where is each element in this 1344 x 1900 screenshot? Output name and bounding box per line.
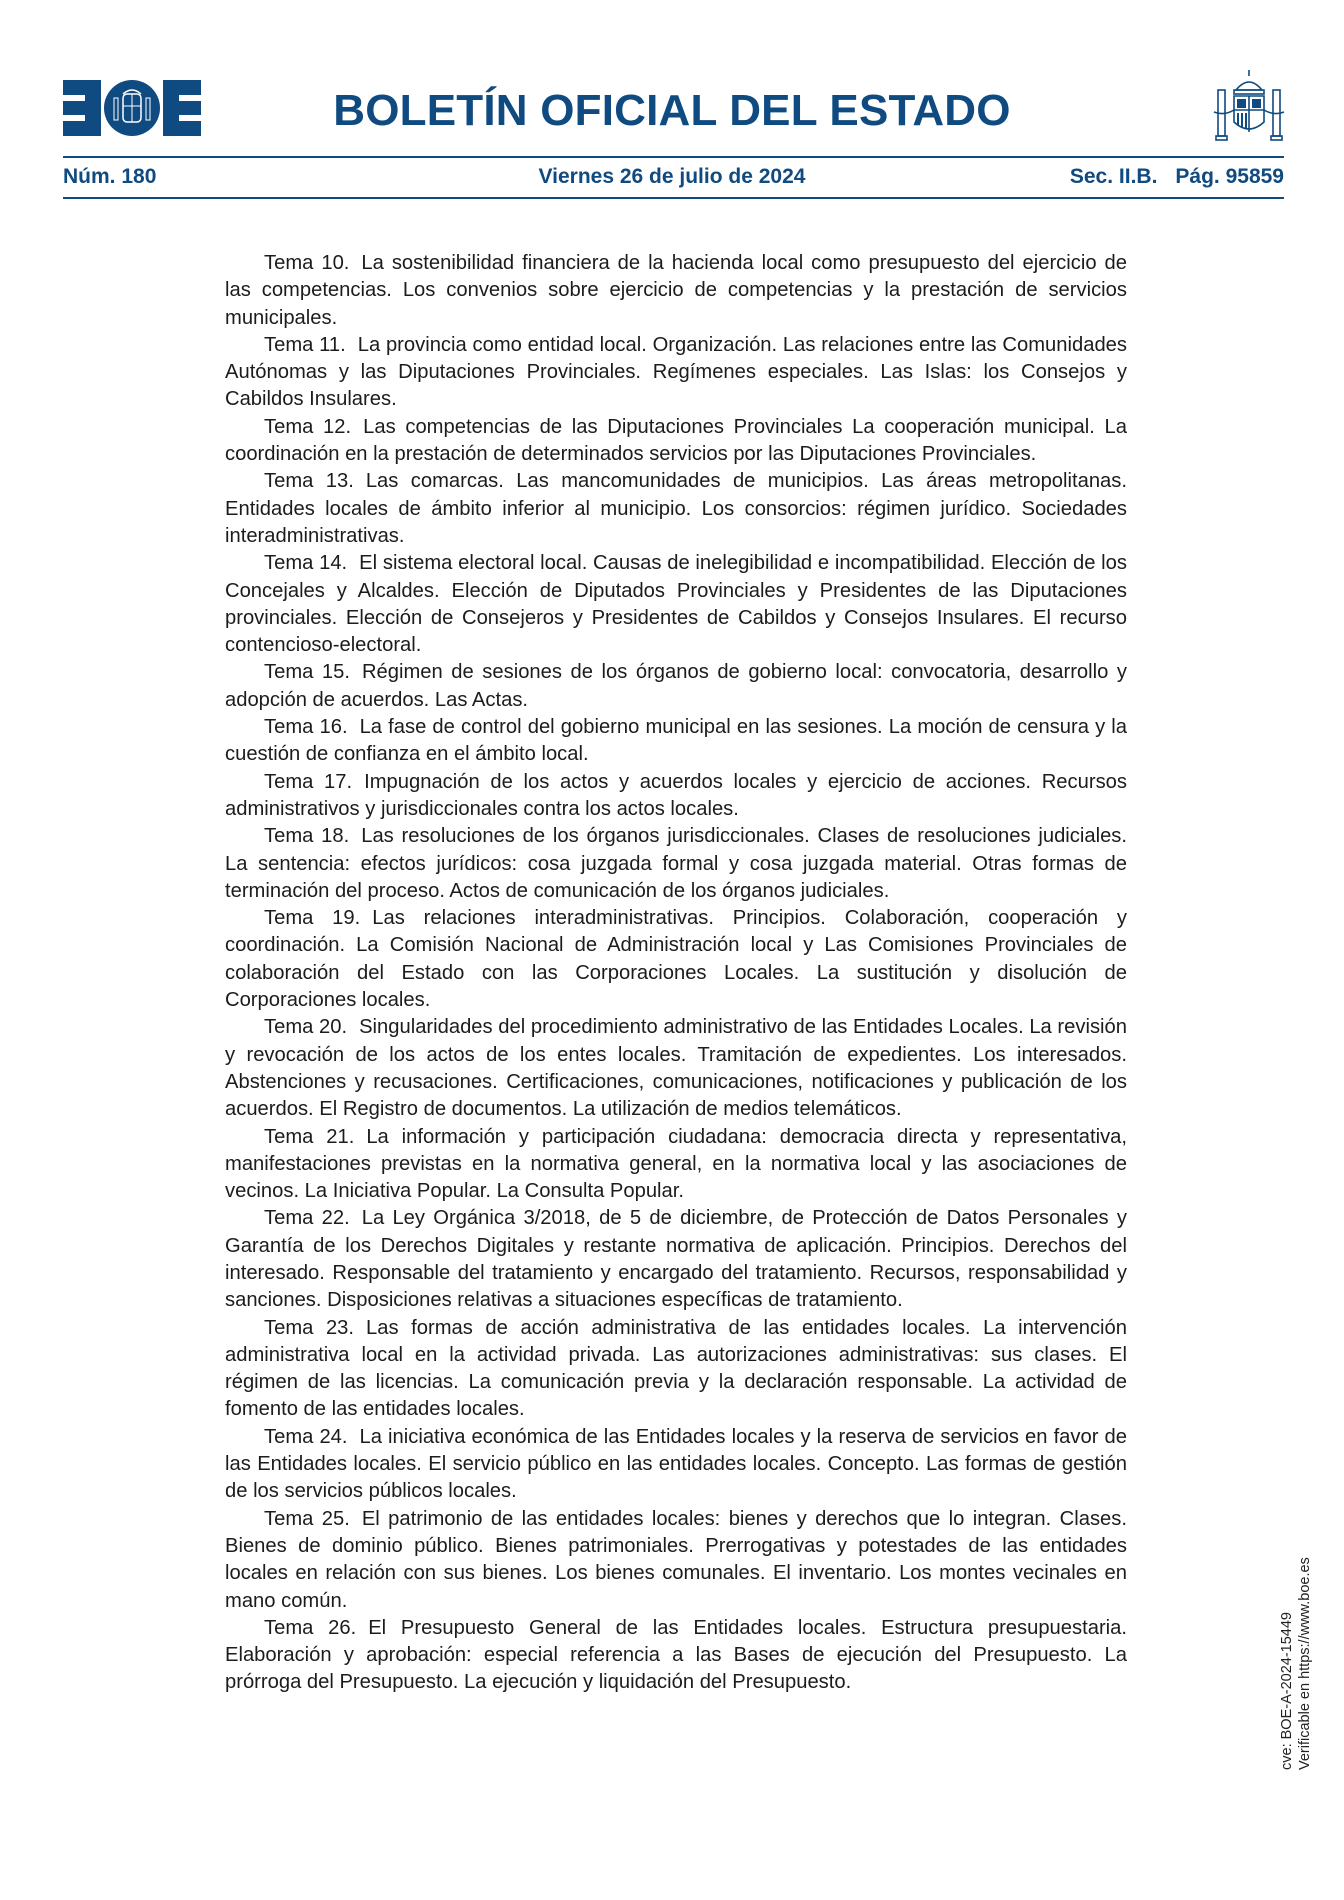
document-body — [225, 250, 1127, 1697]
tema-paragraph: Tema 21. La información y participación ciudadana: democracia directa y representativa, manifestaciones previstas en la normativa general, en la normativa local y las asociaciones de vecinos. La Iniciativa Popular. La Consulta Popular. — [225, 1125, 1128, 1203]
issue-number: Núm. 180 — [63, 165, 157, 188]
section-page — [1070, 165, 1284, 189]
tema-paragraph: Tema 15. Régimen de sesiones de los órganos de gobierno local: convocatoria, desarrollo y adopción de acuerdos. Las Actas. — [225, 661, 1127, 711]
tema-paragraph: Tema 24. La iniciativa económica de las Entidades locales y la reserva de servicios en favor de las Entidades locales. El servicio público en las entidades locales. Concepto. Las formas de gestión de los servicios públicos locales. — [225, 1425, 1127, 1503]
header-rule-top — [63, 156, 1284, 158]
tema-paragraph: Tema 11. La provincia como entidad local. Organización. Las relaciones entre las Comunidades Autónomas y las Diputaciones Provinciales. Regímenes especiales. Las Islas: los Consejos y Cabildos Insulares. — [225, 333, 1127, 411]
tema-paragraph: Tema 12. Las competencias de las Diputaciones Provinciales La cooperación municipal. La coordinación en la prestación de determinados servicios por las Diputaciones Provinciales. — [225, 415, 1127, 466]
tema-paragraph: Tema 19. Las relaciones interadministrativas. Principios. Colaboración, cooperación y coordinación. La Comisión Nacional de Administración local y Las Comisiones Provinciales de colaboración del Estado con las Corporaciones Locales. La sustitución y disolución de Corporaciones locales. — [225, 907, 1127, 1012]
cve-code: cve: BOE-A-2024-15449 — [1279, 1612, 1295, 1770]
coat-of-arms-icon — [1212, 68, 1286, 144]
verification-sidebar — [1278, 1557, 1314, 1770]
verification-link[interactable]: Verificable en https://www.boe.es — [1297, 1557, 1313, 1770]
header-rule-bottom — [63, 197, 1284, 199]
tema-paragraph: Tema 20. Singularidades del procedimiento administrativo de las Entidades Locales. La revisión y revocación de los actos de los entes locales. Tramitación de expedientes. Los interesados. Abstenciones y recusaciones. Certificaciones, comunicaciones, notificaciones y publicación de los acuerdos. El Registro de documentos. La utilización de medios telemáticos. — [225, 1016, 1127, 1121]
page-title: BOLETÍN OFICIAL DEL ESTADO — [333, 86, 1011, 135]
tema-paragraph: Tema 13. Las comarcas. Las mancomunidades de municipios. Las áreas metropolitanas. Entidades locales de ámbito inferior al municipio. Los consorcios: régimen jurídico. Sociedades interadministrativas. — [225, 470, 1127, 547]
page-number: Pág. 95859 — [1175, 165, 1284, 188]
page-header — [0, 0, 1344, 200]
tema-paragraph: Tema 25. El patrimonio de las entidades locales: bienes y derechos que lo integran. Clases. Bienes de dominio público. Bienes patrimoniales. Prerrogativas y potestades de las entidades locales en relación con sus bienes. Los bienes comunales. El inventario. Los montes vecinales en mano común. — [225, 1507, 1127, 1612]
tema-paragraph: Tema 10. La sostenibilidad financiera de la hacienda local como presupuesto del ejercicio de las competencias. Los convenios sobre ejercicio de competencias y la prestación de servicios municipales. — [225, 252, 1127, 329]
tema-paragraph: Tema 14. El sistema electoral local. Causas de inelegibilidad e incompatibilidad. Elección de los Concejales y Alcaldes. Elección de Diputados Provinciales y Presidentes de las Diputaciones provinciales. Elección de Consejeros y Presidentes de Cabildos y Consejos Insulares. El recurso contencioso-electoral. — [225, 552, 1127, 657]
tema-paragraph: Tema 16. La fase de control del gobierno municipal en las sesiones. La moción de censura y la cuestión de confianza en el ámbito local. — [225, 716, 1127, 766]
tema-paragraph: Tema 18. Las resoluciones de los órganos jurisdiccionales. Clases de resoluciones judiciales. La sentencia: efectos jurídicos: cosa juzgada formal y cosa juzgada material. Otras formas de terminación del proceso. Actos de comunicación de los órganos judiciales. — [225, 825, 1127, 902]
tema-paragraph: Tema 26. El Presupuesto General de las Entidades locales. Estructura presupuestaria. Elaboración y aprobación: especial referencia a las Bases de ejecución del Presupuesto. La prórroga del Presupuesto. La ejecución y liquidación del Presupuesto. — [225, 1616, 1127, 1694]
issue-date: Viernes 26 de julio de 2024 — [538, 165, 806, 188]
tema-paragraph: Tema 17. Impugnación de los actos y acuerdos locales y ejercicio de acciones. Recursos administrativos y jurisdiccionales contra los actos locales. — [225, 770, 1127, 820]
tema-paragraph: Tema 23. Las formas de acción administrativa de las entidades locales. La intervención administrativa local en la actividad privada. Las autorizaciones administrativas: sus clases. El régimen de las licencias. La comunicación previa y la declaración responsable. La actividad de fomento de las entidades locales. — [225, 1316, 1127, 1421]
section-label: Sec. II.B. — [1069, 165, 1158, 188]
tema-paragraph: Tema 22. La Ley Orgánica 3/2018, de 5 de diciembre, de Protección de Datos Personales y Garantía de los Derechos Digitales y restante normativa de aplicación. Principios. Derechos del interesado. Responsable del tratamiento y encargado del tratamiento. Recursos, responsabilidad y sanciones. Disposiciones relativas a situaciones específicas de tratamiento. — [225, 1207, 1127, 1312]
